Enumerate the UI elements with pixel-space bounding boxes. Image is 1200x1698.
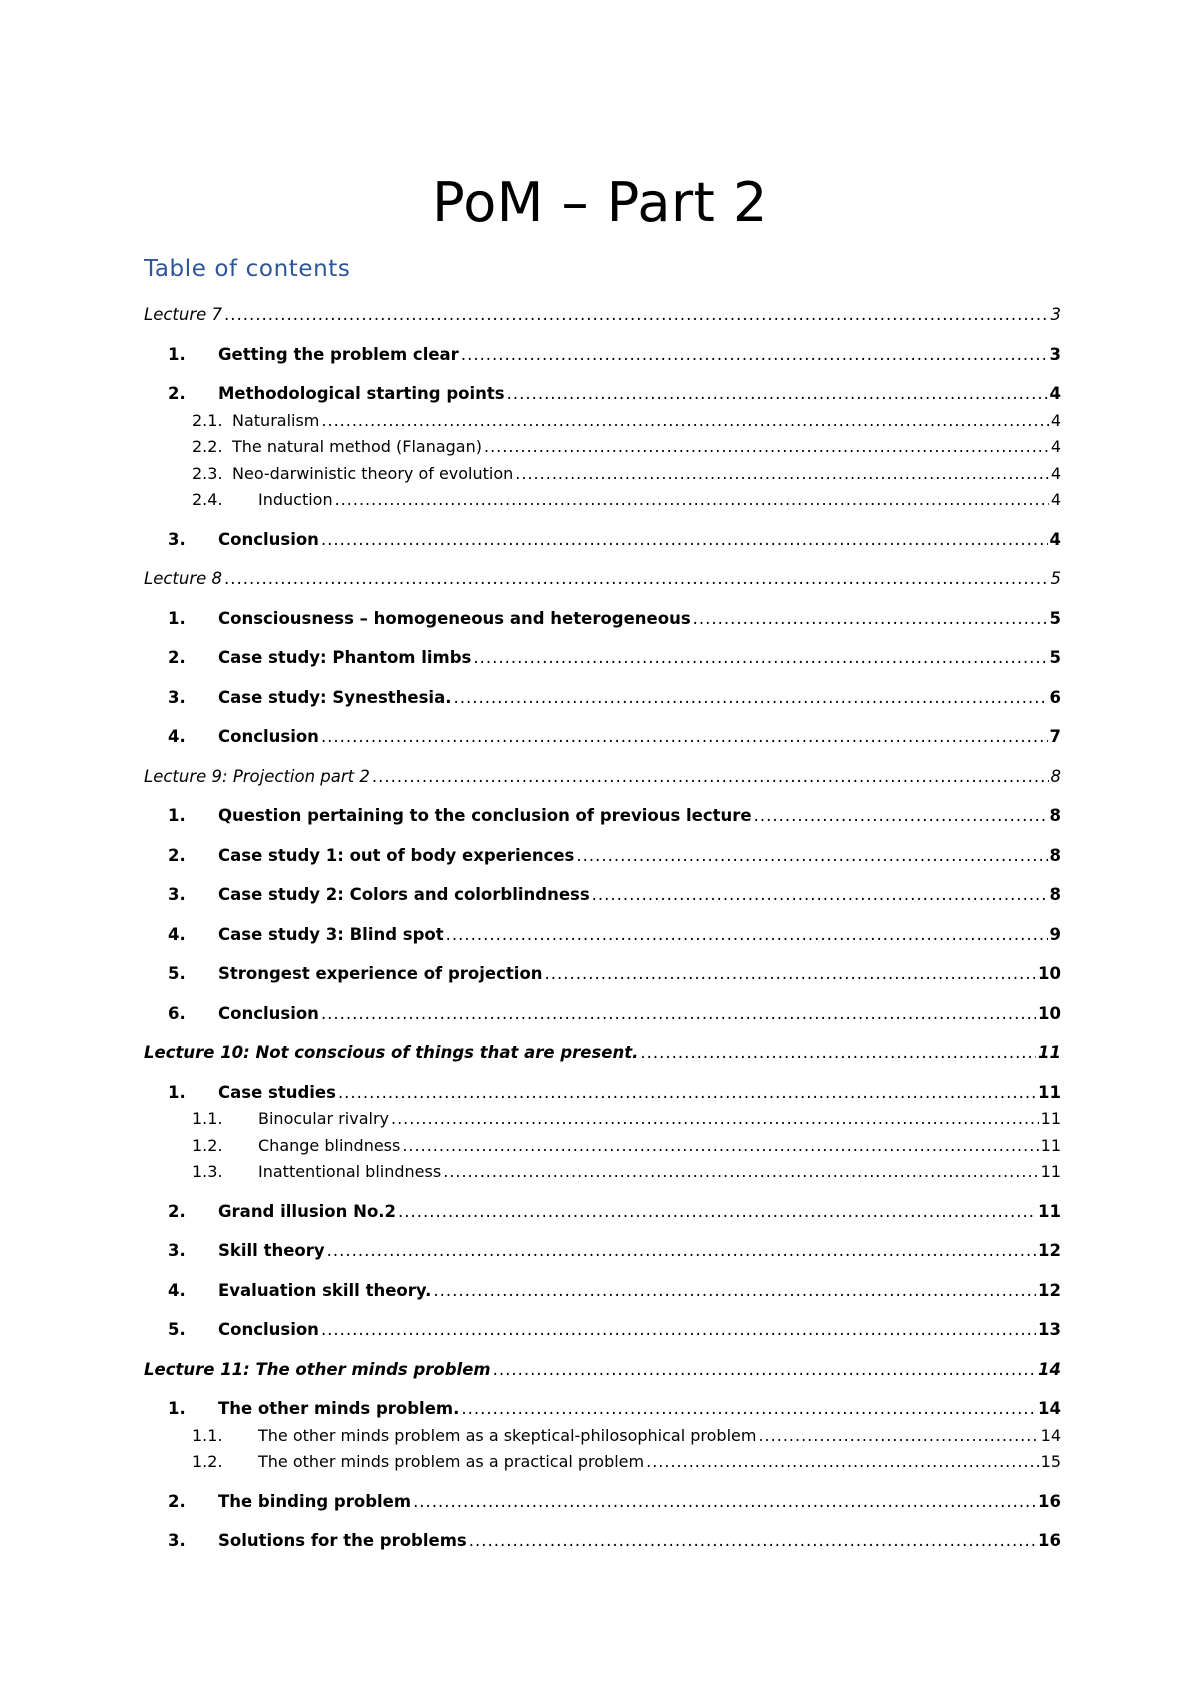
- toc-entry-number: 3.: [168, 530, 186, 549]
- toc-entry-title: Lecture 10: Not conscious of things that are present.: [144, 1043, 639, 1062]
- toc-entry-title: Conclusion: [218, 1004, 319, 1023]
- toc-entry-title: Solutions for the problems: [218, 1531, 467, 1550]
- toc-entry[interactable]: [144, 1133, 1061, 1159]
- toc-entry[interactable]: [144, 408, 1061, 434]
- toc-entry-number: 3.: [168, 885, 186, 904]
- toc-page-number: 4: [1049, 530, 1061, 549]
- toc-dot-leader: [640, 1040, 1036, 1066]
- toc-page-number: 8: [1050, 767, 1061, 786]
- toc-dot-leader: [413, 1489, 1036, 1515]
- toc-lecture-entry[interactable]: [144, 764, 1061, 790]
- toc-entry-title: Naturalism: [232, 411, 320, 430]
- toc-entry[interactable]: [144, 685, 1061, 711]
- toc-page-number: 8: [1049, 806, 1061, 825]
- toc-dot-leader: [321, 1001, 1036, 1027]
- toc-entry[interactable]: [144, 1449, 1061, 1475]
- toc-entry[interactable]: [144, 1489, 1061, 1515]
- toc-entry-number: 4.: [168, 727, 186, 746]
- toc-page-number: 11: [1040, 1109, 1061, 1128]
- toc-entry-title: Question pertaining to the conclusion of previous lecture: [218, 806, 752, 825]
- toc-entry[interactable]: [144, 487, 1061, 513]
- toc-entry-number: 1.: [168, 1399, 186, 1418]
- toc-entry-title: Case studies: [218, 1083, 336, 1102]
- toc-entry-title: Case study 1: out of body experiences: [218, 846, 575, 865]
- toc-entry-title: Case study: Phantom limbs: [218, 648, 472, 667]
- toc-entry[interactable]: [144, 1238, 1061, 1264]
- toc-entry-number: 1.: [168, 1083, 186, 1102]
- toc-dot-leader: [321, 724, 1048, 750]
- toc-dot-leader: [507, 381, 1048, 407]
- toc-entry-number: 2.1.: [192, 411, 223, 430]
- toc-entry[interactable]: [144, 882, 1061, 908]
- toc-lecture-entry[interactable]: [144, 1040, 1061, 1066]
- toc-entry-title: Lecture 7: [144, 305, 223, 324]
- toc-entry-title: Consciousness – homogeneous and heterogeneous: [218, 609, 691, 628]
- toc-entry-number: 2.: [168, 384, 186, 403]
- toc-entry[interactable]: [144, 434, 1061, 460]
- toc-page-number: 5: [1049, 648, 1061, 667]
- toc-entry[interactable]: [144, 1106, 1061, 1132]
- toc-page-number: 3: [1050, 305, 1061, 324]
- toc-entry[interactable]: [144, 527, 1061, 553]
- toc-dot-leader: [693, 606, 1048, 632]
- toc-page-number: 5: [1050, 569, 1061, 588]
- toc-heading: Table of contents: [144, 256, 351, 282]
- toc-entry[interactable]: [144, 1199, 1061, 1225]
- toc-page-number: 16: [1038, 1492, 1061, 1511]
- toc-entry[interactable]: [144, 1423, 1061, 1449]
- toc-entry-title: The other minds problem as a skeptical-philosophical problem: [258, 1426, 757, 1445]
- toc-dot-leader: [461, 1396, 1036, 1422]
- toc-dot-leader: [321, 527, 1048, 553]
- toc-entry[interactable]: [144, 803, 1061, 829]
- toc-entry-title: The binding problem: [218, 1492, 412, 1511]
- toc-page-number: 16: [1038, 1531, 1061, 1550]
- toc-entry-title: The other minds problem as a practical problem: [258, 1452, 645, 1471]
- toc-entry-number: 4.: [168, 925, 186, 944]
- toc-dot-leader: [402, 1133, 1038, 1159]
- toc-page-number: 4: [1050, 464, 1061, 483]
- toc-page-number: 12: [1038, 1241, 1061, 1260]
- toc-entry-title: Neo-darwinistic theory of evolution: [232, 464, 514, 483]
- toc-dot-leader: [443, 1159, 1038, 1185]
- toc-page-number: 4: [1050, 490, 1061, 509]
- toc-entry-number: 2.3.: [192, 464, 223, 483]
- toc-entry-title: Conclusion: [218, 530, 319, 549]
- toc-dot-leader: [453, 685, 1047, 711]
- toc-dot-leader: [338, 1080, 1036, 1106]
- toc-lecture-entry[interactable]: [144, 302, 1061, 328]
- toc-dot-leader: [493, 1357, 1036, 1383]
- toc-page-number: 3: [1049, 345, 1061, 364]
- toc-entry[interactable]: [144, 724, 1061, 750]
- toc-dot-leader: [461, 342, 1048, 368]
- toc-entry[interactable]: [144, 961, 1061, 987]
- toc-page-number: 4: [1050, 437, 1061, 456]
- toc-entry-number: 2.: [168, 1492, 186, 1511]
- toc-page-number: 15: [1040, 1452, 1061, 1471]
- toc-page-number: 14: [1040, 1426, 1061, 1445]
- toc-entry-number: 2.4.: [192, 490, 223, 509]
- toc-entry-number: 4.: [168, 1281, 186, 1300]
- toc-dot-leader: [754, 803, 1048, 829]
- toc-page-number: 7: [1049, 727, 1061, 746]
- toc-lecture-entry[interactable]: [144, 566, 1061, 592]
- toc-page-number: 4: [1049, 384, 1061, 403]
- toc-dot-leader: [446, 922, 1048, 948]
- toc-entry[interactable]: [144, 645, 1061, 671]
- toc-entry-title: Methodological starting points: [218, 384, 505, 403]
- toc-entry-title: Case study 2: Colors and colorblindness: [218, 885, 590, 904]
- toc-page-number: 14: [1038, 1360, 1061, 1379]
- toc-entry-number: 5.: [168, 964, 186, 983]
- toc-page-number: 8: [1049, 846, 1061, 865]
- toc-entry-title: Change blindness: [258, 1136, 401, 1155]
- toc-page-number: 11: [1040, 1162, 1061, 1181]
- toc-page-number: 12: [1038, 1281, 1061, 1300]
- toc-dot-leader: [372, 764, 1049, 790]
- toc-page-number: 11: [1038, 1043, 1061, 1062]
- toc-entry-title: Lecture 11: The other minds problem: [144, 1360, 491, 1379]
- toc-entry[interactable]: [144, 1278, 1061, 1304]
- toc-entry-title: Getting the problem clear: [218, 345, 459, 364]
- toc-page-number: 5: [1049, 609, 1061, 628]
- toc-page-number: 13: [1038, 1320, 1061, 1339]
- toc-entry-number: 1.2.: [192, 1136, 223, 1155]
- toc-entry[interactable]: [144, 1396, 1061, 1422]
- toc-entry-number: 3.: [168, 688, 186, 707]
- toc-entry-number: 1.1.: [192, 1109, 223, 1128]
- toc-entry-number: 6.: [168, 1004, 186, 1023]
- toc-entry-title: Lecture 8: [144, 569, 223, 588]
- toc-dot-leader: [391, 1106, 1039, 1132]
- toc-entry[interactable]: [144, 461, 1061, 487]
- toc-page-number: 6: [1049, 688, 1061, 707]
- toc-entry-number: 1.1.: [192, 1426, 223, 1445]
- toc-page-number: 9: [1049, 925, 1061, 944]
- toc-entry-title: The natural method (Flanagan): [232, 437, 482, 456]
- toc-entry[interactable]: [144, 1317, 1061, 1343]
- toc-page-number: 11: [1038, 1083, 1061, 1102]
- toc-entry[interactable]: [144, 1080, 1061, 1106]
- toc-dot-leader: [321, 408, 1048, 434]
- toc-page-number: 11: [1038, 1202, 1061, 1221]
- toc-dot-leader: [576, 843, 1047, 869]
- toc-entry[interactable]: [144, 1528, 1061, 1554]
- toc-dot-leader: [398, 1199, 1036, 1225]
- toc-dot-leader: [515, 461, 1049, 487]
- toc-page-number: 11: [1040, 1136, 1061, 1155]
- toc-page-number: 14: [1038, 1399, 1061, 1418]
- toc-entry-title: Conclusion: [218, 1320, 319, 1339]
- toc-entry[interactable]: [144, 1001, 1061, 1027]
- toc-entry-title: Conclusion: [218, 727, 319, 746]
- toc-dot-leader: [545, 961, 1037, 987]
- toc-dot-leader: [646, 1449, 1039, 1475]
- toc-entry-number: 2.2.: [192, 437, 223, 456]
- toc-entry-title: Induction: [258, 490, 333, 509]
- toc-entry[interactable]: [144, 381, 1061, 407]
- toc-entry-number: 1.2.: [192, 1452, 223, 1471]
- toc-entry-title: Strongest experience of projection: [218, 964, 543, 983]
- toc-page-number: 8: [1049, 885, 1061, 904]
- toc-entry-title: Evaluation skill theory.: [218, 1281, 432, 1300]
- toc-dot-leader: [321, 1317, 1036, 1343]
- toc-dot-leader: [335, 487, 1049, 513]
- toc-page-number: 4: [1050, 411, 1061, 430]
- toc-entry-title: Lecture 9: Projection part 2: [144, 767, 370, 786]
- toc-entry[interactable]: [144, 342, 1061, 368]
- toc-entry-number: 2.: [168, 1202, 186, 1221]
- toc-page-number: 10: [1038, 964, 1061, 983]
- toc-entry-title: Skill theory: [218, 1241, 325, 1260]
- toc-lecture-entry[interactable]: [144, 1357, 1061, 1383]
- toc-entry-title: Case study 3: Blind spot: [218, 925, 444, 944]
- toc-entry-title: Inattentional blindness: [258, 1162, 442, 1181]
- toc-entry-number: 1.: [168, 609, 186, 628]
- toc-entry-number: 3.: [168, 1531, 186, 1550]
- toc-entry-title: Grand illusion No.2: [218, 1202, 397, 1221]
- toc-entry-title: Case study: Synesthesia.: [218, 688, 452, 707]
- toc-entry-title: Binocular rivalry: [258, 1109, 389, 1128]
- toc-page-number: 10: [1038, 1004, 1061, 1023]
- toc-dot-leader: [433, 1278, 1036, 1304]
- toc-dot-leader: [224, 566, 1048, 592]
- toc-entry-number: 2.: [168, 846, 186, 865]
- toc-dot-leader: [758, 1423, 1038, 1449]
- toc-entry-number: 1.: [168, 345, 186, 364]
- toc-entry-number: 1.3.: [192, 1162, 223, 1181]
- toc-dot-leader: [327, 1238, 1036, 1264]
- page-title: PoM – Part 2: [432, 171, 768, 235]
- toc-entry[interactable]: [144, 843, 1061, 869]
- toc-entry-number: 2.: [168, 648, 186, 667]
- toc-dot-leader: [484, 434, 1049, 460]
- toc-entry[interactable]: [144, 606, 1061, 632]
- toc-entry-number: 1.: [168, 806, 186, 825]
- toc-entry[interactable]: [144, 1159, 1061, 1185]
- toc-entry[interactable]: [144, 922, 1061, 948]
- toc-entry-number: 3.: [168, 1241, 186, 1260]
- toc-entry-number: 5.: [168, 1320, 186, 1339]
- toc-dot-leader: [473, 645, 1047, 671]
- toc-dot-leader: [592, 882, 1048, 908]
- toc-dot-leader: [469, 1528, 1036, 1554]
- toc-entry-title: The other minds problem.: [218, 1399, 460, 1418]
- toc-dot-leader: [224, 302, 1048, 328]
